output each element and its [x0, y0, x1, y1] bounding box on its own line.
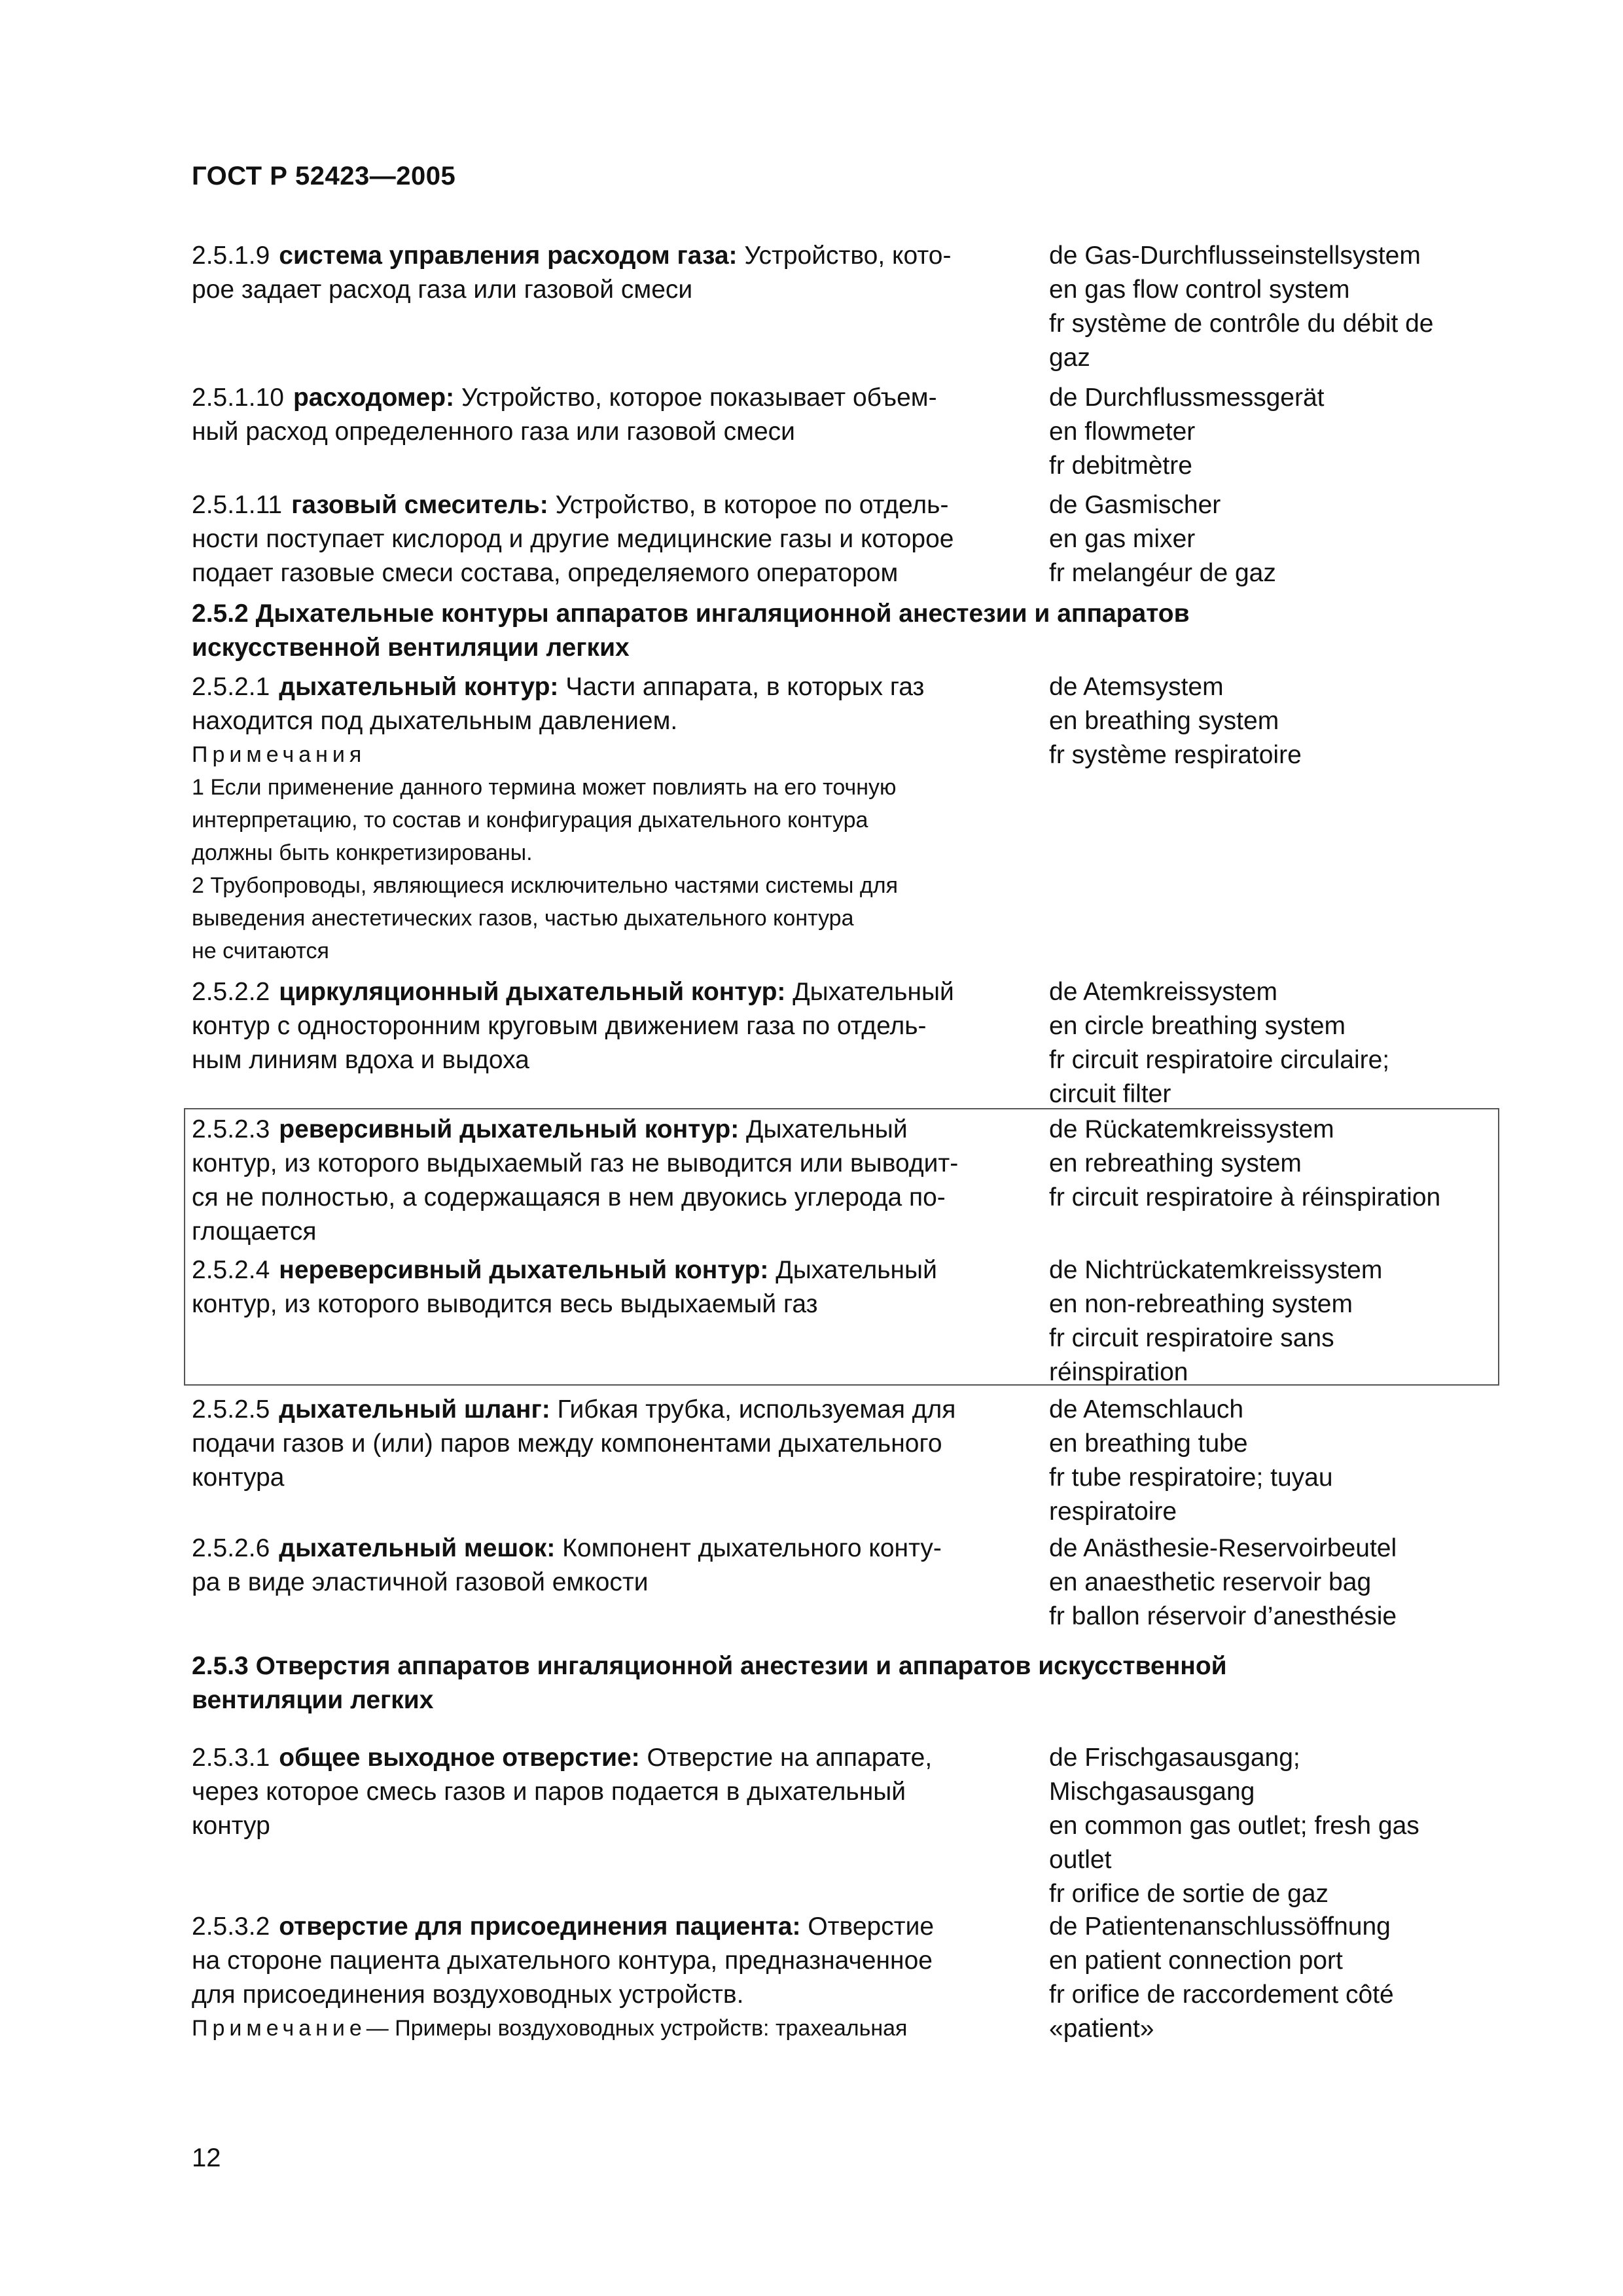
term-definition: 2.5.2.6 дыхательный мешок: Компонент дыхательного конту- ра в виде эластичной газовой емкости [192, 1534, 942, 1596]
section-heading: 2.5.2 Дыхательные контуры аппаратов ингаляционной анестезии и аппаратов искусственной вентиляции легких [192, 600, 1190, 662]
page-number: 12 [192, 2144, 221, 2172]
term-definition: 2.5.1.11 газовый смеситель: Устройство, в которое по отдель- ности поступает кислород и другие медицинские газы и которое подает газовые смеси состава, определяемого оператором [192, 491, 954, 587]
foreign-equivalents: de Gas-Durchflusseinstellsystem en gas flow control system fr système de contrôle du débit de gaz [1049, 242, 1434, 372]
note-line: выведения анестетических газов, частью дыхательного контура [192, 906, 854, 931]
foreign-equivalents: de Gasmischer en gas mixer fr melangéur de gaz [1049, 491, 1276, 587]
term-name: нереверсивный дыхательный контур: [279, 1256, 769, 1284]
foreign-equivalents: de Frischgasausgang; Mischgasausgang en common gas outlet; fresh gas outlet fr orifice de sortie de gaz [1049, 1744, 1419, 1908]
note-line: Примечание— Примеры воздуховодных устройств: трахеальная [192, 2016, 908, 2041]
foreign-equivalents: de Atemsystem en breathing system fr système respiratoire [1049, 673, 1302, 769]
note-line: 2 Трубопроводы, являющиеся исключительно частями системы для [192, 873, 898, 898]
notes-heading: Примечания [192, 742, 366, 767]
term-definition: 2.5.2.5 дыхательный шланг: Гибкая трубка, используемая для подачи газов и (или) паров между компонентами дыхательного контура [192, 1395, 956, 1492]
term-name: дыхательный мешок: [279, 1534, 556, 1562]
foreign-equivalents: de Durchflussmessgerät en flowmeter fr debitmètre [1049, 384, 1325, 480]
term-name: система управления расходом газа: [279, 242, 738, 270]
foreign-equivalents: de Atemkreissystem en circle breathing system fr circuit respiratoire circulaire; circuit filter [1049, 978, 1390, 1108]
note-line: не считаются [192, 939, 329, 963]
term-name: реверсивный дыхательный контур: [279, 1115, 740, 1143]
term-name: газовый смеситель: [291, 491, 548, 519]
term-definition: 2.5.3.2 отверстие для присоединения пациента: Отверстие на стороне пациента дыхательного контура, предназначенное для присоединения воздуховодных устройств. Примечание— Примеры воздуховодных устройств: трахеальная [192, 1910, 1023, 2045]
term-definition: 2.5.3.1 общее выходное отверстие: Отверстие на аппарате, через которое смесь газов и паров подается в дыхательный контур [192, 1744, 933, 1840]
term-definition: 2.5.1.9 система управления расходом газа: Устройство, кото- рое задает расход газа или газовой смеси [192, 242, 952, 304]
term-definition: 2.5.2.2 циркуляционный дыхательный контур: Дыхательный контур с односторонним круговым движением газа по отдель- ным линиям вдоха и выдоха [192, 978, 954, 1074]
term-definition: 2.5.1.10 расходомер: Устройство, которое показывает объем- ный расход определенного газа или газовой смеси [192, 384, 937, 446]
foreign-equivalents: de Anästhesie-Reservoirbeutel en anaesthetic reservoir bag fr ballon réservoir d’anesthésie [1049, 1534, 1397, 1630]
term-definition: 2.5.2.3 реверсивный дыхательный контур: Дыхательный контур, из которого выдыхаемый газ не выводится или выводит- ся не полностью, а содержащаяся в нем двуокись углерода по- глощается [192, 1115, 959, 1246]
document-header: ГОСТ Р 52423—2005 [192, 162, 456, 190]
term-name: дыхательный контур: [279, 673, 559, 701]
foreign-equivalents: de Nichtrückatemkreissystem en non-rebreathing system fr circuit respiratoire sans réinspiration [1049, 1256, 1383, 1386]
term-definition: 2.5.2.1 дыхательный контур: Части аппарата, в которых газ находится под дыхательным давлением. Примечания 1 Если применение данного термина может повлиять на его точную интерпретацию, то состав и конфигурация дыхательного контура должны быть конкретизированы. 2 Трубопроводы, являющиеся исключительно частями системы для выведения анестетических газов, частью дыхательного контура не считаются [192, 670, 1023, 967]
term-name: расходомер: [293, 384, 455, 412]
note-line: интерпретацию, то состав и конфигурация дыхательного контура [192, 808, 868, 833]
note-line: должны быть конкретизированы. [192, 840, 533, 865]
term-definition: 2.5.2.4 нереверсивный дыхательный контур: Дыхательный контур, из которого выводится весь выдыхаемый газ [192, 1256, 937, 1318]
term-name: отверстие для присоединения пациента: [279, 1912, 801, 1941]
foreign-equivalents: de Atemschlauch en breathing tube fr tube respiratoire; tuyau respiratoire [1049, 1395, 1333, 1526]
note-line: 1 Если применение данного термина может повлиять на его точную [192, 775, 897, 800]
foreign-equivalents: de Patientenanschlussöffnung en patient connection port fr orifice de raccordement côté «patient» [1049, 1912, 1394, 2043]
foreign-equivalents: de Rückatemkreissystem en rebreathing system fr circuit respiratoire à réinspiration [1049, 1115, 1441, 1211]
section-heading: 2.5.3 Отверстия аппаратов ингаляционной анестезии и аппаратов искусственной вентиляции легких [192, 1652, 1227, 1714]
term-name: дыхательный шланг: [279, 1395, 550, 1424]
term-name: циркуляционный дыхательный контур: [279, 978, 786, 1006]
term-name: общее выходное отверстие: [279, 1744, 640, 1772]
